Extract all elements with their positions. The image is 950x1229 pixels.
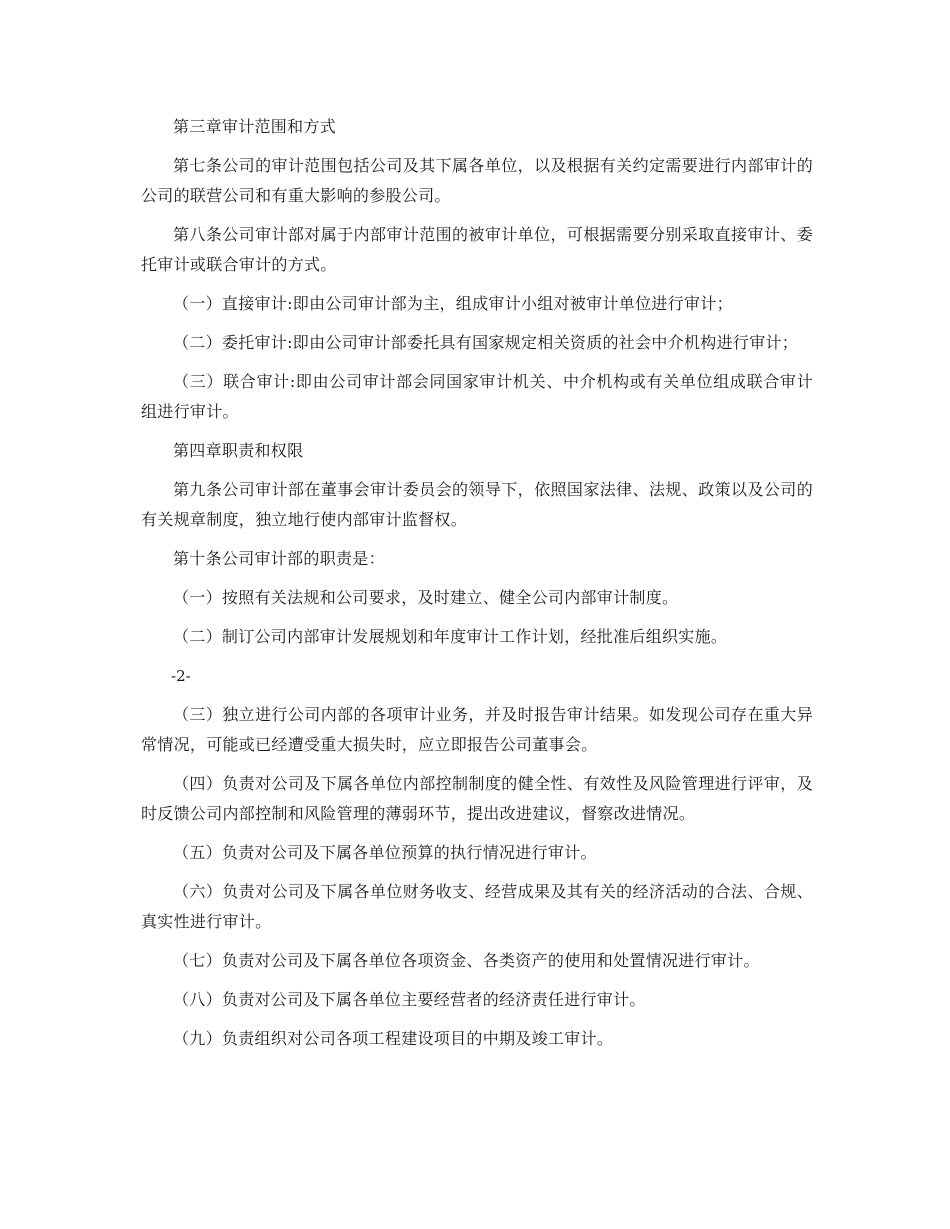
list-item-paragraph: （五）负责对公司及下属各单位预算的执行情况进行审计。: [173, 843, 597, 862]
list-item-paragraph: （一）直接审计:即由公司审计部为主，组成审计小组对被审计单位进行审计；: [173, 294, 733, 313]
document-body: [141, 112, 813, 1063]
chapter-heading: 第三章审计范围和方式: [173, 117, 337, 136]
article-paragraph: 第八条公司审计部对属于内部审计范围的被审计单位，可根据需要分别采取直接审计、委托审计或联合审计的方式。: [141, 225, 813, 274]
list-item-paragraph: （六）负责对公司及下属各单位财务收支、经营成果及其有关的经济活动的合法、合规、真实性进行审计。: [141, 882, 813, 931]
article-paragraph: 第十条公司审计部的职责是：: [173, 549, 385, 568]
page-number: -2-: [171, 667, 191, 685]
list-item-paragraph: （七）负责对公司及下属各单位各项资金、各类资产的使用和处置情况进行审计。: [173, 951, 760, 970]
article-paragraph: 第七条公司的审计范围包括公司及其下属各单位，以及根据有关约定需要进行内部审计的公司的联营公司和有重大影响的参股公司。: [141, 156, 813, 205]
list-item-paragraph: （三）联合审计:即由公司审计部会同国家审计机关、中介机构或有关单位组成联合审计组进行审计。: [141, 372, 813, 421]
list-item-paragraph: （八）负责对公司及下属各单位主要经营者的经济责任进行审计。: [173, 990, 646, 1009]
list-item-paragraph: （九）负责组织对公司各项工程建设项目的中期及竣工审计。: [173, 1029, 614, 1048]
list-item-paragraph: （二）委托审计:即由公司审计部委托具有国家规定相关资质的社会中介机构进行审计；: [173, 333, 799, 352]
list-item-paragraph: （四）负责对公司及下属各单位内部控制制度的健全性、有效性及风险管理进行评审，及时反馈公司内部控制和风险管理的薄弱环节，提出改进建议，督察改进情况。: [141, 774, 813, 823]
list-item-paragraph: （一）按照有关法规和公司要求，及时建立、健全公司内部审计制度。: [173, 588, 679, 607]
list-item-paragraph: （三）独立进行公司内部的各项审计业务，并及时报告审计结果。如发现公司存在重大异常情况，可能或已经遭受重大损失时，应立即报告公司董事会。: [141, 705, 813, 754]
list-item-paragraph: （二）制订公司内部审计发展规划和年度审计工作计划，经批准后组织实施。: [173, 627, 728, 646]
article-paragraph: 第九条公司审计部在董事会审计委员会的领导下，依照国家法律、法规、政策以及公司的有关规章制度，独立地行使内部审计监督权。: [141, 480, 813, 529]
chapter-heading: 第四章职责和权限: [173, 441, 304, 460]
